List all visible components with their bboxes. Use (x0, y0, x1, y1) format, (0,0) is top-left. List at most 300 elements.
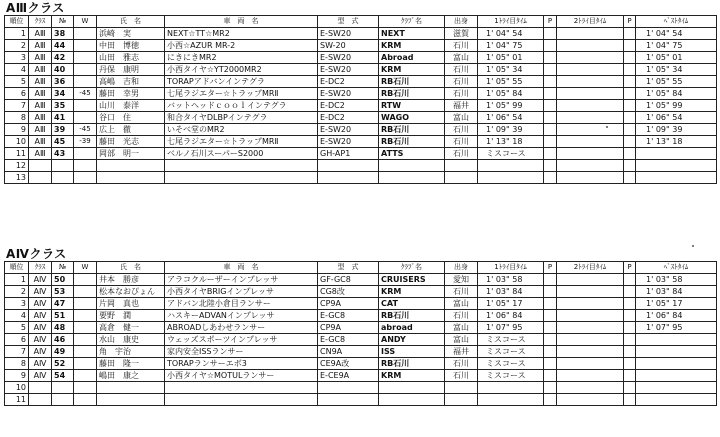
cell-model (318, 160, 379, 172)
cell-w (74, 346, 97, 358)
cell-best (636, 334, 717, 346)
cell-pref: 滋賀 (445, 28, 478, 40)
cell-p1 (544, 172, 557, 184)
table-row (5, 124, 717, 136)
cell-try2 (557, 28, 624, 40)
cell-rank: 12 (5, 160, 29, 172)
header-car: 車 両 名 (165, 16, 318, 28)
header-p2: P (624, 16, 636, 28)
cell-model: E-SW20 (318, 124, 379, 136)
cell-try1: 1' 03" 84 (478, 286, 544, 298)
cell-try1 (478, 394, 544, 406)
cell-club: WAGO (379, 112, 445, 124)
table-row (5, 40, 717, 52)
cell-rank: 6 (5, 88, 29, 100)
cell-best: 1' 07" 95 (636, 322, 717, 334)
cell-name: 藤田 光志 (97, 136, 165, 148)
cell-try2 (557, 334, 624, 346)
cell-model: SW-20 (318, 40, 379, 52)
cell-p2 (624, 124, 636, 136)
cell-model: CE9A改 (318, 358, 379, 370)
cell-model (318, 394, 379, 406)
header-class: ｸﾗｽ (29, 16, 52, 28)
cell-p1 (544, 52, 557, 64)
cell-p2 (624, 76, 636, 88)
cell-p1 (544, 100, 557, 112)
cell-club: RB石川 (379, 76, 445, 88)
cell-name: 井本 勝彦 (97, 274, 165, 286)
cell-pref: 石川 (445, 88, 478, 100)
cell-car: 小西タイヤ☆MOTULランサー (165, 370, 318, 382)
cell-model: E-DC2 (318, 76, 379, 88)
cell-best: 1' 05" 01 (636, 52, 717, 64)
table-row (5, 76, 717, 88)
table-row (5, 358, 717, 370)
cell-w (74, 286, 97, 298)
cell-best (636, 172, 717, 184)
table-row (5, 52, 717, 64)
cell-p1 (544, 40, 557, 52)
cell-best: 1' 05" 84 (636, 88, 717, 100)
cell-model: E-DC2 (318, 100, 379, 112)
cell-rank: 9 (5, 124, 29, 136)
cell-rank: 10 (5, 382, 29, 394)
cell-try1: 1' 05" 01 (478, 52, 544, 64)
cell-club: abroad (379, 322, 445, 334)
cell-p1 (544, 310, 557, 322)
header-car: 車 両 名 (165, 262, 318, 274)
cell-number: 52 (52, 358, 74, 370)
cell-pref: 富山 (445, 298, 478, 310)
cell-pref: 石川 (445, 148, 478, 160)
header-w: W (74, 16, 97, 28)
section-a3 (4, 2, 716, 184)
cell-name (97, 160, 165, 172)
table-row (5, 160, 717, 172)
cell-car: TORAPランサーエボ3 (165, 358, 318, 370)
cell-name: 岡部 明一 (97, 148, 165, 160)
cell-club: NEXT (379, 28, 445, 40)
cell-model: E-SW20 (318, 52, 379, 64)
table-row (5, 334, 717, 346)
cell-name: 嶋田 康之 (97, 370, 165, 382)
cell-number: 42 (52, 52, 74, 64)
table-header-row (5, 262, 717, 274)
cell-rank: 5 (5, 76, 29, 88)
cell-best (636, 148, 717, 160)
cell-p1 (544, 112, 557, 124)
cell-p2 (624, 28, 636, 40)
cell-p2 (624, 160, 636, 172)
cell-rank: 7 (5, 346, 29, 358)
cell-club: ANDY (379, 334, 445, 346)
cell-name: 高倉 健一 (97, 322, 165, 334)
table-row (5, 88, 717, 100)
cell-number: 39 (52, 124, 74, 136)
cell-club: KRM (379, 64, 445, 76)
cell-rank: 6 (5, 334, 29, 346)
cell-p1 (544, 394, 557, 406)
cell-try1: ミスコース (478, 334, 544, 346)
cell-p1 (544, 346, 557, 358)
cell-name: 丹保 康明 (97, 64, 165, 76)
cell-car: 小西タイヤ☆YT2000MR2 (165, 64, 318, 76)
cell-try1: 1' 07" 95 (478, 322, 544, 334)
cell-try1: 1' 05" 99 (478, 100, 544, 112)
cell-club: RB石川 (379, 310, 445, 322)
header-w: W (74, 262, 97, 274)
header-rank: 順位 (5, 262, 29, 274)
cell-class: AⅣ (29, 298, 52, 310)
cell-class (29, 160, 52, 172)
cell-model: E-SW20 (318, 64, 379, 76)
cell-number: 50 (52, 274, 74, 286)
cell-rank: 11 (5, 394, 29, 406)
cell-p2 (624, 64, 636, 76)
cell-try1: 1' 04" 75 (478, 40, 544, 52)
cell-p1 (544, 274, 557, 286)
cell-rank: 4 (5, 310, 29, 322)
cell-best: 1' 13" 18 (636, 136, 717, 148)
cell-best (636, 382, 717, 394)
cell-best: 1' 05" 17 (636, 298, 717, 310)
header-rank: 順位 (5, 16, 29, 28)
cell-p2 (624, 40, 636, 52)
cell-name: 山川 泰洋 (97, 100, 165, 112)
table-row (5, 286, 717, 298)
cell-try1: 1' 05" 55 (478, 76, 544, 88)
cell-class: AⅢ (29, 28, 52, 40)
cell-pref: 石川 (445, 136, 478, 148)
cell-p1 (544, 88, 557, 100)
table-row (5, 112, 717, 124)
cell-w: -45 (74, 88, 97, 100)
cell-number (52, 394, 74, 406)
cell-model: E-GC8 (318, 334, 379, 346)
cell-name: 山田 雅志 (97, 52, 165, 64)
cell-try1: ミスコース (478, 346, 544, 358)
cell-car: ベルノ石川スーパーS2000 (165, 148, 318, 160)
cell-try2 (557, 136, 624, 148)
table-row (5, 64, 717, 76)
cell-class: AⅢ (29, 64, 52, 76)
table-row (5, 394, 717, 406)
cell-class: AⅢ (29, 136, 52, 148)
cell-model: E-SW20 (318, 136, 379, 148)
cell-pref: 富山 (445, 322, 478, 334)
cell-try1: 1' 05" 84 (478, 88, 544, 100)
cell-try2 (557, 358, 624, 370)
cell-p2 (624, 298, 636, 310)
cell-name: 藤田 隆一 (97, 358, 165, 370)
header-pref: 出身 (445, 262, 478, 274)
cell-w (74, 40, 97, 52)
cell-rank: 11 (5, 148, 29, 160)
cell-car: ウェッズスポーツインプレッサ (165, 334, 318, 346)
cell-model: CG8改 (318, 286, 379, 298)
cell-car (165, 160, 318, 172)
cell-car: アラコクルーザーインプレッサ (165, 274, 318, 286)
cell-name: 広上 徹 (97, 124, 165, 136)
cell-car: 家内安全ISSランサー (165, 346, 318, 358)
table-row (5, 172, 717, 184)
table-row (5, 136, 717, 148)
cell-pref: 石川 (445, 310, 478, 322)
cell-model: GH-AP1 (318, 148, 379, 160)
cell-p2 (624, 346, 636, 358)
cell-try2 (557, 346, 624, 358)
cell-try1: ミスコース (478, 148, 544, 160)
cell-try2 (557, 76, 624, 88)
cell-name: 片岡 真也 (97, 298, 165, 310)
cell-try1: 1' 13" 18 (478, 136, 544, 148)
cell-number: 36 (52, 76, 74, 88)
cell-pref (445, 160, 478, 172)
cell-class: AⅢ (29, 148, 52, 160)
cell-class: AⅣ (29, 274, 52, 286)
cell-try2 (557, 370, 624, 382)
cell-w (74, 394, 97, 406)
cell-best: 1' 05" 55 (636, 76, 717, 88)
header-try2: 2ﾄﾗｲ目ﾀｲﾑ (557, 262, 624, 274)
cell-p1 (544, 28, 557, 40)
cell-p2 (624, 52, 636, 64)
cell-best: 1' 06" 84 (636, 310, 717, 322)
header-model: 型 式 (318, 16, 379, 28)
header-best: ﾍﾞｽﾄﾀｲﾑ (636, 262, 717, 274)
cell-try1: ミスコース (478, 358, 544, 370)
cell-w (74, 28, 97, 40)
cell-club: RB石川 (379, 88, 445, 100)
header-club: ｸﾗﾌﾞ名 (379, 16, 445, 28)
header-pref: 出身 (445, 16, 478, 28)
cell-try1: 1' 03" 58 (478, 274, 544, 286)
cell-class: AⅢ (29, 76, 52, 88)
cell-p1 (544, 382, 557, 394)
results-body-a3 (5, 28, 717, 184)
cell-car (165, 382, 318, 394)
scan-speck (692, 245, 694, 247)
cell-model: E-SW20 (318, 88, 379, 100)
cell-club: CAT (379, 298, 445, 310)
cell-number: 41 (52, 112, 74, 124)
cell-class: AⅣ (29, 370, 52, 382)
cell-rank: 1 (5, 274, 29, 286)
cell-try2 (557, 64, 624, 76)
cell-best: 1' 06" 54 (636, 112, 717, 124)
cell-rank: 3 (5, 298, 29, 310)
cell-class: AⅣ (29, 358, 52, 370)
cell-model: CN9A (318, 346, 379, 358)
cell-best (636, 358, 717, 370)
cell-model: GF-GC8 (318, 274, 379, 286)
cell-p2 (624, 172, 636, 184)
cell-rank: 5 (5, 322, 29, 334)
cell-class: AⅣ (29, 346, 52, 358)
cell-name: 藤田 幸男 (97, 88, 165, 100)
cell-number: 40 (52, 64, 74, 76)
cell-number: 46 (52, 334, 74, 346)
header-name: 氏 名 (97, 16, 165, 28)
cell-model: E-CE9A (318, 370, 379, 382)
cell-pref (445, 382, 478, 394)
cell-try1 (478, 382, 544, 394)
cell-name: 松本なおぴょん (97, 286, 165, 298)
cell-car (165, 394, 318, 406)
cell-try1: 1' 06" 84 (478, 310, 544, 322)
cell-w (74, 64, 97, 76)
cell-try1: 1' 05" 17 (478, 298, 544, 310)
cell-best (636, 160, 717, 172)
cell-try2 (557, 322, 624, 334)
cell-pref: 福井 (445, 100, 478, 112)
cell-class: AⅢ (29, 88, 52, 100)
cell-name: 中田 博徳 (97, 40, 165, 52)
cell-rank: 2 (5, 286, 29, 298)
cell-w (74, 274, 97, 286)
cell-try1: ミスコース (478, 370, 544, 382)
cell-best (636, 346, 717, 358)
cell-number: 48 (52, 322, 74, 334)
cell-number: 49 (52, 346, 74, 358)
cell-w (74, 76, 97, 88)
section-title-a3: AⅢクラス (6, 1, 65, 15)
cell-rank: 7 (5, 100, 29, 112)
cell-best: 1' 05" 99 (636, 100, 717, 112)
cell-pref: 愛知 (445, 274, 478, 286)
cell-w (74, 100, 97, 112)
cell-p1 (544, 286, 557, 298)
cell-w (74, 298, 97, 310)
cell-class: AⅢ (29, 40, 52, 52)
cell-try2 (557, 40, 624, 52)
header-try1: 1ﾄﾗｲ目ﾀｲﾑ (478, 16, 544, 28)
cell-pref: 富山 (445, 112, 478, 124)
cell-car: 和合タイヤDLBPインテグラ (165, 112, 318, 124)
cell-try2 (557, 382, 624, 394)
cell-name: 谷口 住 (97, 112, 165, 124)
cell-car: アドバン北陸小倉目ランサー (165, 298, 318, 310)
cell-try1: 1' 09" 39 (478, 124, 544, 136)
cell-car: バットヘッドｃｏｏｌインテグラ (165, 100, 318, 112)
cell-rank: 9 (5, 370, 29, 382)
cell-name (97, 172, 165, 184)
cell-try2 (557, 148, 624, 160)
cell-w: -45 (74, 124, 97, 136)
cell-pref: 石川 (445, 124, 478, 136)
cell-try1 (478, 160, 544, 172)
cell-p1 (544, 160, 557, 172)
cell-w (74, 160, 97, 172)
cell-w: -39 (74, 136, 97, 148)
cell-rank: 10 (5, 136, 29, 148)
table-row (5, 28, 717, 40)
cell-p2 (624, 394, 636, 406)
header-club: ｸﾗﾌﾞ名 (379, 262, 445, 274)
cell-try2 (557, 88, 624, 100)
cell-number (52, 172, 74, 184)
cell-w (74, 382, 97, 394)
cell-w (74, 112, 97, 124)
cell-p1 (544, 358, 557, 370)
table-row (5, 148, 717, 160)
cell-try1: 1' 04" 54 (478, 28, 544, 40)
cell-try1: 1' 06" 54 (478, 112, 544, 124)
cell-pref (445, 172, 478, 184)
table-header-row (5, 16, 717, 28)
cell-best: 1' 03" 58 (636, 274, 717, 286)
cell-class: AⅣ (29, 334, 52, 346)
cell-best: 1' 05" 34 (636, 64, 717, 76)
table-row (5, 100, 717, 112)
cell-name (97, 394, 165, 406)
cell-car: いそべ堂のMR2 (165, 124, 318, 136)
cell-number: 54 (52, 370, 74, 382)
cell-rank: 1 (5, 28, 29, 40)
header-p1: P (544, 16, 557, 28)
cell-model: E-DC2 (318, 112, 379, 124)
cell-club (379, 172, 445, 184)
cell-club: ATTS (379, 148, 445, 160)
cell-class: AⅢ (29, 100, 52, 112)
header-number: № (52, 262, 74, 274)
cell-pref: 石川 (445, 358, 478, 370)
results-table-a3 (4, 15, 717, 184)
cell-number: 38 (52, 28, 74, 40)
cell-w (74, 358, 97, 370)
cell-try1: 1' 05" 34 (478, 64, 544, 76)
cell-club: RB石川 (379, 358, 445, 370)
cell-rank: 2 (5, 40, 29, 52)
cell-club: RTW (379, 100, 445, 112)
cell-model: CP9A (318, 322, 379, 334)
cell-p2 (624, 148, 636, 160)
cell-car: ABROADしあわせランサー (165, 322, 318, 334)
cell-try1 (478, 172, 544, 184)
cell-name: 高嶋 吉和 (97, 76, 165, 88)
cell-rank: 8 (5, 112, 29, 124)
cell-w (74, 370, 97, 382)
cell-p2 (624, 112, 636, 124)
cell-p2 (624, 334, 636, 346)
cell-model: CP9A (318, 298, 379, 310)
table-row (5, 382, 717, 394)
cell-number (52, 382, 74, 394)
cell-p2 (624, 136, 636, 148)
header-try2: 2ﾄﾗｲ目ﾀｲﾑ (557, 16, 624, 28)
table-row (5, 346, 717, 358)
cell-class: AⅣ (29, 310, 52, 322)
cell-club (379, 382, 445, 394)
cell-w (74, 334, 97, 346)
cell-number: 53 (52, 286, 74, 298)
header-p2: P (624, 262, 636, 274)
cell-number: 34 (52, 88, 74, 100)
cell-name: 浜崎 実 (97, 28, 165, 40)
section-title-a4: AⅣクラス (6, 247, 67, 261)
cell-pref: 石川 (445, 40, 478, 52)
cell-club: CRUISERS (379, 274, 445, 286)
cell-name: 要野 潤 (97, 310, 165, 322)
cell-club: ISS (379, 346, 445, 358)
table-row (5, 370, 717, 382)
cell-car (165, 172, 318, 184)
cell-pref: 石川 (445, 370, 478, 382)
cell-number: 45 (52, 136, 74, 148)
section-a4 (4, 248, 716, 406)
cell-p1 (544, 334, 557, 346)
table-row (5, 274, 717, 286)
